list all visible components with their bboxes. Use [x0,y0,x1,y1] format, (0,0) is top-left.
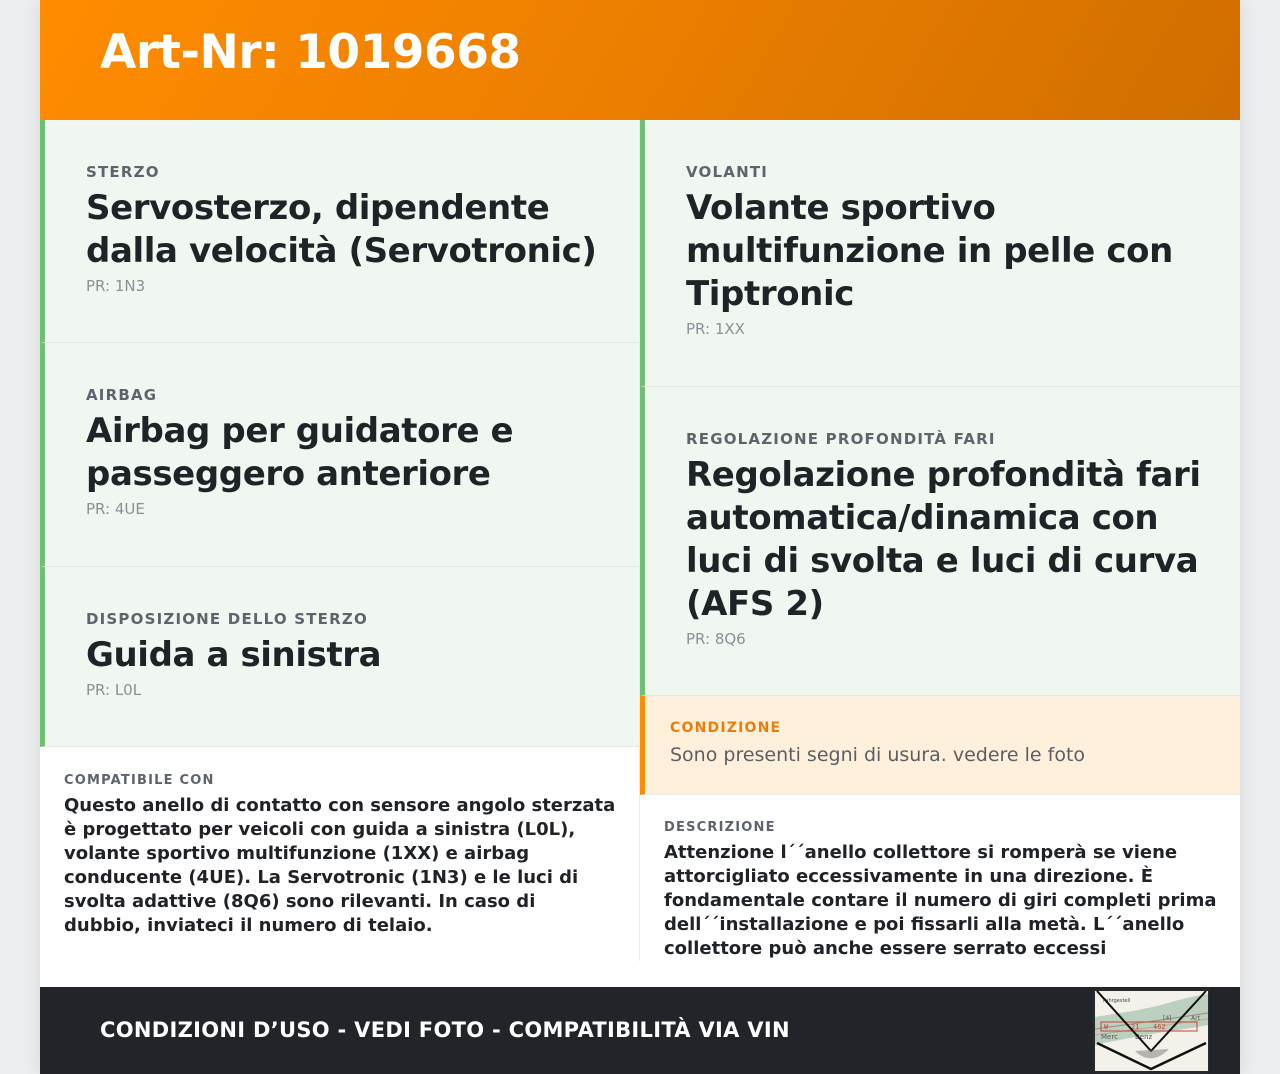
spec-pr-code: PR: L0L [86,681,142,699]
compatible-section [40,747,639,938]
spec-pr-code: PR: 8Q6 [686,630,746,648]
footer [40,987,1240,1074]
spec-value: Volante sportivo multifunzione in pelle con Tiptronic [686,188,1173,314]
spec-value: Airbag per guidatore e passeggero anteriore [86,411,514,494]
description-text: Attenzione l´´anello collettore si romperà se viene attorcigliato eccessivamente in una direzione. È fondamentale contare il numero di giri completi prima dell´´installazione e poi fissarli alla metà. L´´anello collettore può anche essere serrato eccessi [664,842,1217,959]
photo-thumbnail-image [1095,991,1208,1071]
svg-text:Benz: Benz [1135,1033,1153,1041]
article-number-title: Art-Nr: 1019668 [100,24,521,80]
spec-pr-code: PR: 1XX [686,320,745,338]
svg-text:462: 462 [1153,1023,1166,1031]
spec-label: REGOLAZIONE PROFONDITÀ FARI [686,430,996,448]
footer-text: CONDIZIONI D’USO - VEDI FOTO - COMPATIBILITÀ VIA VIN [100,1017,790,1042]
header [40,0,1240,120]
right-column [640,120,1240,961]
spec-label: DISPOSIZIONE DELLO STERZO [86,610,368,628]
condition-box [640,696,1240,795]
svg-text:W: W [1104,1023,1109,1031]
compatible-label: COMPATIBILE CON [64,773,215,788]
spec-pr-code: PR: 4UE [86,500,145,518]
spec-value: Regolazione profondità fari automatica/dinamica con luci di svolta e luci di curva (AFS 2) [686,455,1201,624]
svg-text:Merc: Merc [1101,1033,1118,1041]
spec-value: Servosterzo, dipendente dalla velocità (Servotronic) [86,188,597,271]
spec-steering-layout [40,567,639,747]
spec-label: AIRBAG [86,386,158,404]
spec-value: Guida a sinistra [86,635,382,675]
left-column [40,120,640,961]
spec-steering [40,120,639,343]
condition-text: Sono presenti segni di usura. vedere le foto [670,744,1086,766]
article-sheet [40,0,1240,1074]
content-columns [40,120,1240,961]
spec-headlight-range [640,387,1240,696]
svg-text:Art: Art [1191,1015,1200,1022]
compatible-text: Questo anello di contatto con sensore angolo sterzata è progettato per veicoli con guida a sinistra (L0L), volante sportivo multifunzione (1XX) e airbag conducente (4UE). La Servotronic (1N3) e le luci di svolta adattive (8Q6) sono rilevanti. In caso di dubbio, inviateci il numero di telaio. [64,795,616,936]
spec-pr-code: PR: 1N3 [86,277,146,295]
svg-text:Fahrgestell: Fahrgestell [1103,998,1131,1004]
photo-thumbnail[interactable] [1093,989,1210,1073]
spec-steering-wheels [640,120,1240,387]
svg-text:21: 21 [1131,1023,1140,1031]
description-section [640,795,1240,961]
description-label: DESCRIZIONE [664,820,776,835]
spec-label: STERZO [86,163,160,181]
svg-text:[4]: [4] [1163,1015,1172,1022]
condition-label: CONDIZIONE [670,720,782,736]
spec-label: VOLANTI [686,163,769,181]
spec-airbag [40,343,639,567]
